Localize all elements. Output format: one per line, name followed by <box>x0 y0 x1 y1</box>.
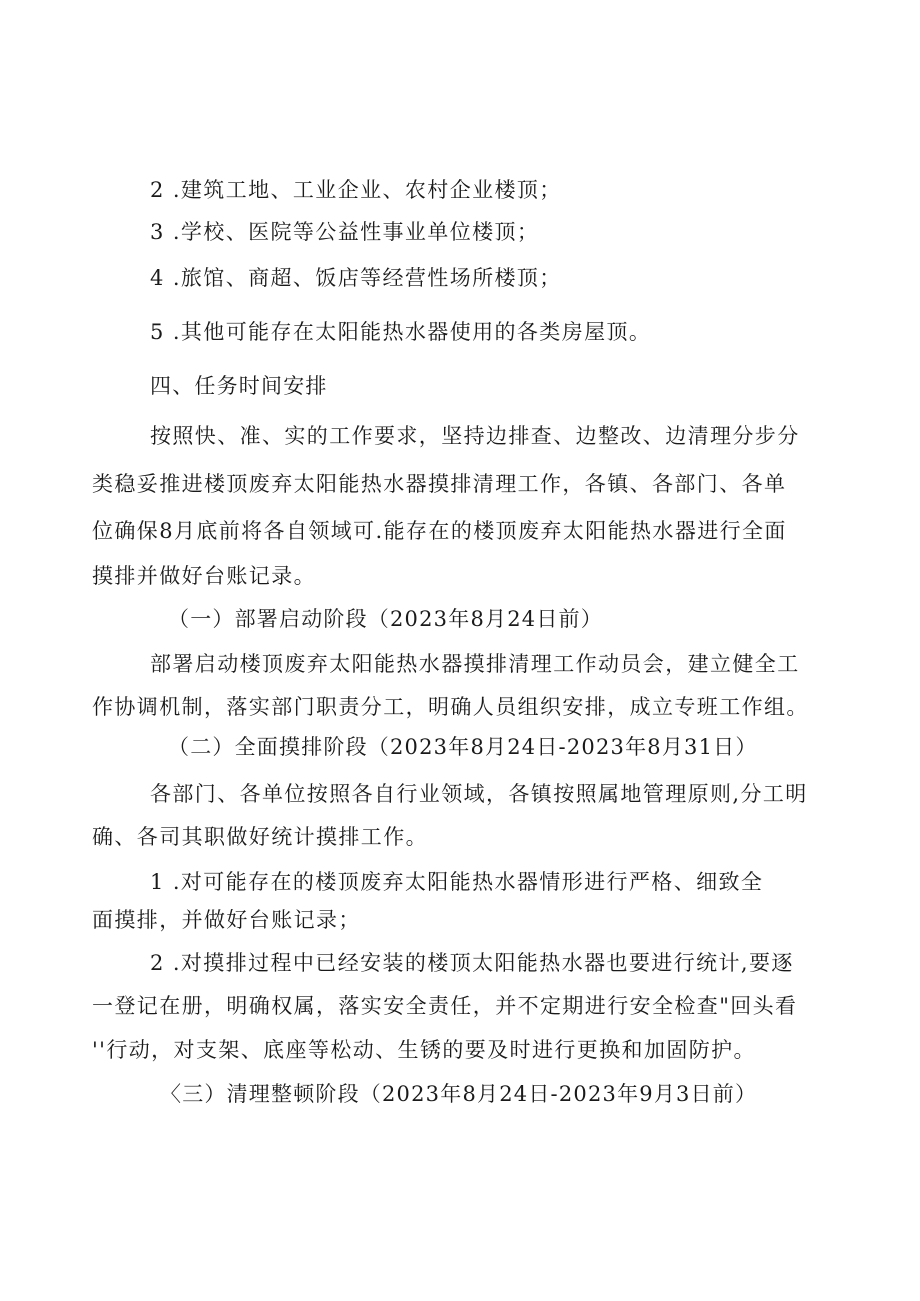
paragraph-line: ''行动，对支架、底座等松动、生锈的要及时进行更换和加固防护。 <box>92 1038 756 1062</box>
subsection-heading-3: 〈三）清理整顿阶段（2023年8月24日-2023年9月3日前） <box>160 1082 758 1106</box>
paragraph-line: 摸排并做好台账记录。 <box>92 564 316 588</box>
paragraph-line: 类稳妥推进楼顶废弃太阳能热水器摸排清理工作，各镇、各部门、各单 <box>92 472 787 496</box>
list-item-2: 2 .建筑工地、工业企业、农村企业楼顶； <box>150 178 562 202</box>
section-heading-4: 四、任务时间安排 <box>150 374 328 398</box>
list-item-5: 5 .其他可能存在太阳能热水器使用的各类房屋顶。 <box>150 320 652 344</box>
paragraph-line: 作协调机制，落实部门职责分工，明确人员组织安排，成立专班工作组。 <box>92 695 809 719</box>
list-item-1: 1 .对可能存在的楼顶废弃太阳能热水器情形进行严格、细致全 <box>150 870 764 894</box>
paragraph-line: 一登记在册，明确权属，落实安全责任，并不定期进行安全检查"回头看 <box>92 994 798 1018</box>
paragraph-line: 位确保8月底前将各自领域可.能存在的楼顶废弃太阳能热水器进行全面 <box>92 519 787 543</box>
paragraph-line: 确、各司其职做好统计摸排工作。 <box>92 825 428 849</box>
list-item-4: 4 .旅馆、商超、饭店等经营性场所楼顶； <box>150 266 562 290</box>
subsection-heading-2: （二）全面摸排阶段（2023年8月24日-2023年8月31日） <box>168 735 758 759</box>
subsection-heading-1: （一）部署启动阶段（2023年8月24日前） <box>168 607 603 631</box>
list-item-3: 3 .学校、医院等公益性事业单位楼顶； <box>150 220 540 244</box>
paragraph-line: 按照快、准、实的工作要求，坚持边排查、边整改、边清理分步分 <box>150 424 800 448</box>
paragraph-line: 各部门、各单位按照各自行业领域，各镇按照属地管理原则,分工明 <box>150 782 808 806</box>
list-item-2b: 2 .对摸排过程中已经安装的楼顶太阳能热水器也要进行统计,要逐 <box>150 951 794 975</box>
paragraph-line: 部署启动楼顶废弃太阳能热水器摸排清理工作动员会，建立健全工 <box>150 652 800 676</box>
paragraph-line: 面摸排，并做好台账记录； <box>92 908 361 932</box>
